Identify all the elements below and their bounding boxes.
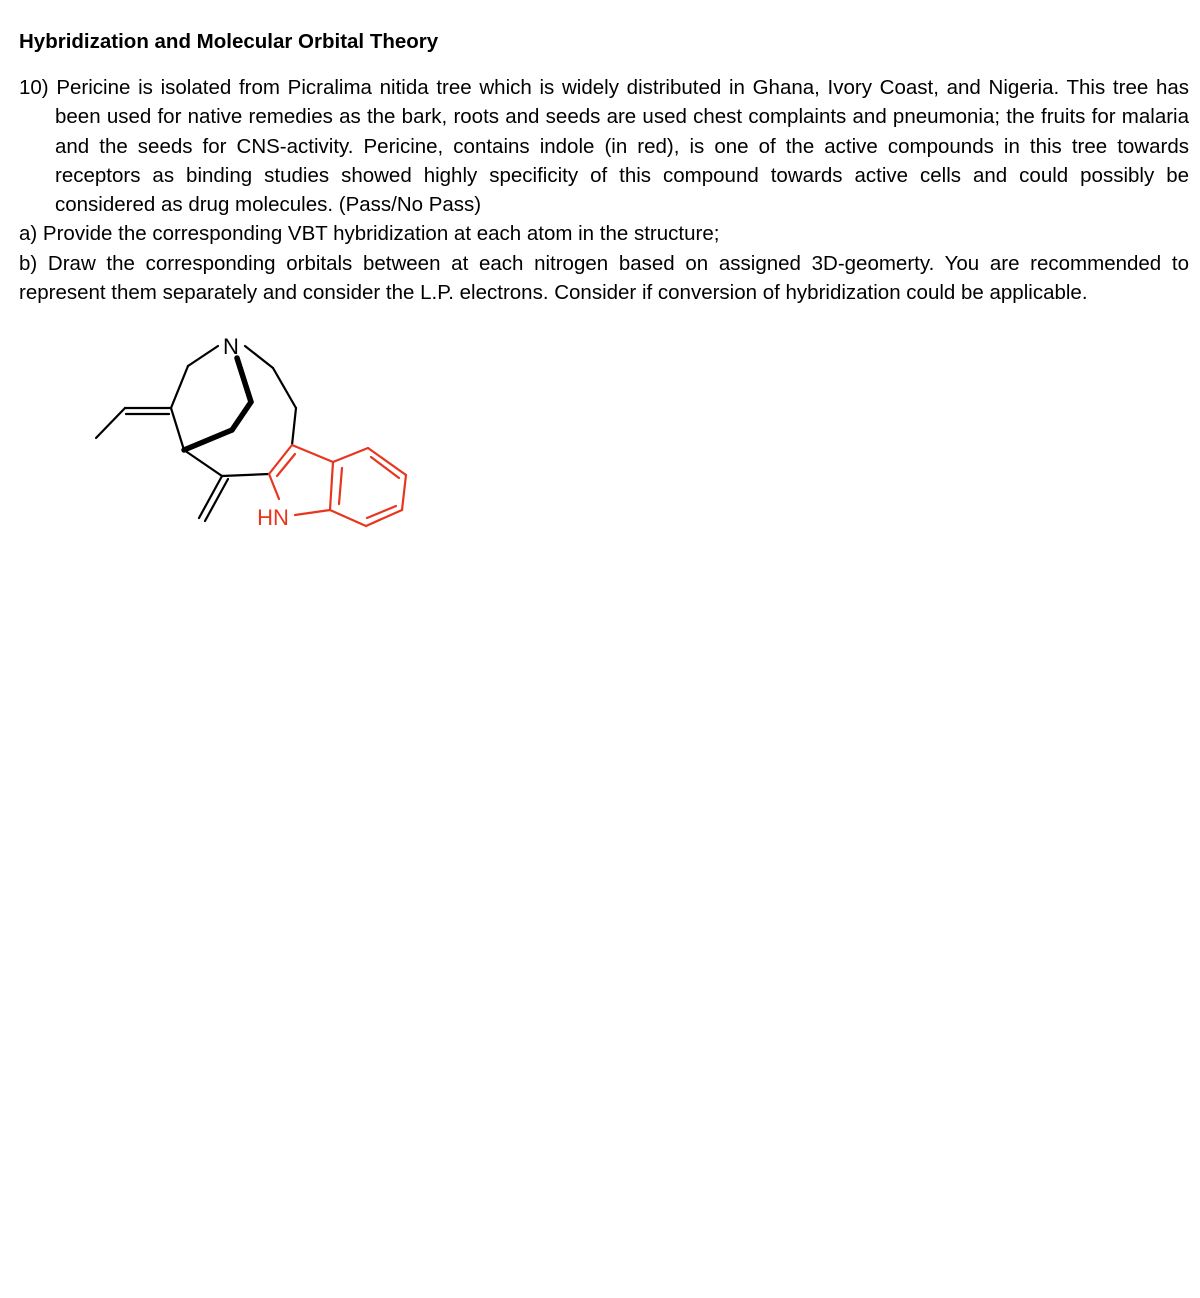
bond-ethyl-methyl: [96, 408, 125, 438]
bridge-bonds: [184, 358, 251, 450]
bond-c11-c12-inner: [367, 506, 396, 518]
bond-c10-c11: [402, 475, 406, 510]
amine-nitrogen-label: N: [223, 334, 239, 359]
question-part-b: b) Draw the corresponding orbitals between at each nitrogen based on assigned 3D-geomerty. You are recommended to represent them separately and consider the L.P. electrons. Consider if conversion of hybridization could be applicable.: [19, 251, 1189, 305]
section-heading: Hybridization and Molecular Orbital Theory: [19, 30, 439, 53]
skeleton-bonds: [96, 346, 296, 521]
bond-c15-c14-bold: [184, 430, 232, 450]
bond-c21-n: [188, 346, 218, 366]
bond-n-c5: [245, 346, 273, 368]
bond-c5-c6: [273, 368, 296, 408]
bond-c14-c3-bold: [232, 402, 251, 430]
bond-c15-c16: [184, 450, 222, 476]
bond-c2-n1: [269, 474, 279, 499]
question-block: [19, 73, 1189, 307]
bond-c12-c13: [330, 510, 366, 526]
question-part-a: a) Provide the corresponding VBT hybridization at each atom in the structure;: [19, 222, 720, 246]
question-intro: 10) Pericine is isolated from Picralima nitida tree which is widely distributed in Ghana, Ivory Coast, and Nigeria. This tree has been used for native remedies as the bark, roots and seeds are used chest complaints and pneumonia; the fruits for malaria and the seeds for CNS-activity. Pericine, contains indole (in red), is one of the active compounds in this tree towards receptors as binding studies showed highly specificity of this compound towards active cells and could possibly be considered as drug molecules. (Pass/No Pass): [19, 76, 1189, 217]
bond-c6-c7: [292, 408, 296, 445]
indole-bonds: [269, 445, 406, 526]
bond-c2-c7: [269, 445, 292, 474]
bond-c9-c10: [368, 448, 406, 475]
bond-c16-c2: [222, 474, 269, 476]
bond-c8-c13-inner: [339, 468, 342, 504]
bond-c7-c8: [292, 445, 333, 462]
bond-n1-c13: [295, 510, 330, 515]
bond-c20-c21: [171, 366, 188, 408]
bond-c20-c15: [171, 408, 184, 450]
bond-c8-c13: [330, 462, 333, 510]
pericine-structure: [80, 320, 440, 550]
bond-c11-c12: [366, 510, 402, 526]
bond-c2-c7-inner: [277, 454, 295, 476]
indole-nitrogen-label: HN: [257, 505, 289, 530]
bond-c8-c9: [333, 448, 368, 462]
bond-c3-n-bold: [237, 358, 251, 402]
